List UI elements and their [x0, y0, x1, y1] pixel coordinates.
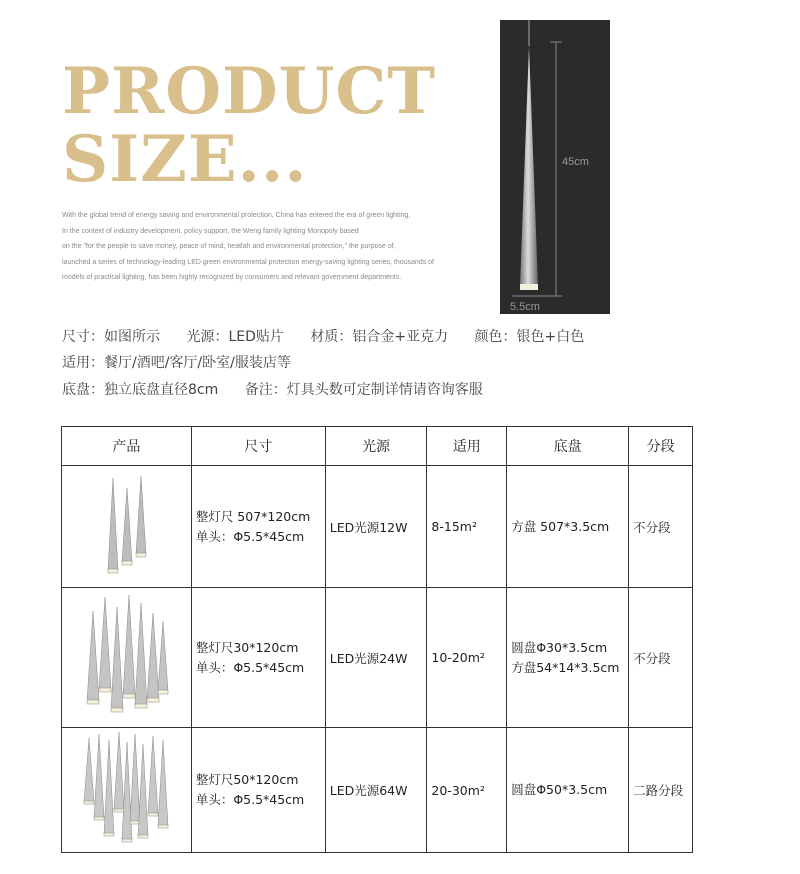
size-cell	[191, 728, 325, 853]
header-base: 底盘	[507, 427, 629, 466]
base-cell	[507, 728, 629, 853]
header-product: 产品	[62, 427, 192, 466]
cluster-cone-pendant-icon	[81, 730, 171, 848]
light-cell: LED光源64W	[325, 728, 427, 853]
height-dimension: 45cm	[562, 156, 589, 168]
title-line-1: PRODUCT	[62, 54, 436, 129]
spec-material: 材质：铝合金+亚克力	[310, 329, 449, 345]
title-line-2: SIZE...	[62, 122, 308, 197]
base-line: 圆盘Φ30*3.5cm	[511, 639, 608, 655]
header-light: 光源	[325, 427, 427, 466]
spec-line-1	[62, 326, 606, 346]
spec-light: 光源：LED贴片	[186, 329, 284, 345]
intro-text	[62, 208, 462, 286]
table-header-row	[62, 427, 693, 466]
spec-base: 底盘：独立底盘直径8cm	[62, 382, 219, 398]
spec-line-3	[62, 379, 505, 399]
light-cell: LED光源12W	[325, 466, 427, 588]
base-line: 方盘54*14*3.5cm	[511, 659, 620, 675]
seven-cone-pendant-icon	[81, 591, 171, 721]
area-cell: 8-15m²	[427, 466, 507, 588]
spec-note: 备注：灯具头数可定制详情请咨询客服	[244, 382, 483, 398]
width-dimension: 5.5cm	[510, 301, 540, 313]
header-segment: 分段	[629, 427, 693, 466]
spec-color: 颜色：银色+白色	[474, 329, 585, 345]
base-cell	[507, 466, 629, 588]
intro-line: launched a series of technology-leading LED green environmental protection energy-saving lighting series, thousands of	[62, 258, 435, 266]
header-area: 适用	[427, 427, 507, 466]
size-cell	[191, 466, 325, 588]
intro-line: models of practical lighting, has been highly recognized by consumers and relevant government departments.	[62, 274, 402, 281]
intro-line: on the "for the people to save money, peace of mind, heatlah and environmental protection," the purpose of,	[62, 243, 396, 250]
light-cell: LED光源24W	[325, 588, 427, 728]
base-line: 圆盘Φ50*3.5cm	[511, 782, 608, 797]
size-line: 单头：Φ5.5*45cm	[195, 528, 305, 544]
spec-size: 尺寸：如图所示	[62, 329, 160, 345]
intro-line: In the context of industry development, policy support, the Weng family lighting Monopoly based	[62, 227, 359, 235]
product-photo	[500, 20, 610, 314]
base-line: 方盘 507*3.5cm	[511, 518, 610, 534]
cone-pendant-icon	[500, 20, 610, 314]
product-cell	[62, 728, 192, 853]
segment-cell: 二路分段	[629, 728, 693, 853]
size-cell	[191, 588, 325, 728]
size-line: 单头：Φ5.5*45cm	[195, 792, 305, 807]
segment-cell: 不分段	[629, 588, 693, 728]
size-line: 整灯尺50*120cm	[195, 772, 299, 787]
intro-line: With the global trend of energy saving and environmental protection, China has entered the era of green lighting,	[62, 212, 411, 219]
table-row	[62, 728, 693, 853]
area-cell: 20-30m²	[427, 728, 507, 853]
product-cell	[62, 466, 192, 588]
size-line: 整灯尺 507*120cm	[195, 508, 311, 524]
size-line: 单头：Φ5.5*45cm	[195, 659, 305, 675]
size-line: 整灯尺30*120cm	[195, 639, 299, 655]
three-cone-pendant-icon	[91, 470, 161, 580]
table-row	[62, 466, 693, 588]
table-row	[62, 588, 693, 728]
base-cell	[507, 588, 629, 728]
header-size: 尺寸	[191, 427, 325, 466]
product-cell	[62, 588, 192, 728]
spec-table	[61, 426, 693, 853]
spec-line-2	[62, 352, 313, 372]
spec-usage: 适用：餐厅/酒吧/客厅/卧室/服装店等	[62, 355, 291, 371]
segment-cell: 不分段	[629, 466, 693, 588]
area-cell: 10-20m²	[427, 588, 507, 728]
